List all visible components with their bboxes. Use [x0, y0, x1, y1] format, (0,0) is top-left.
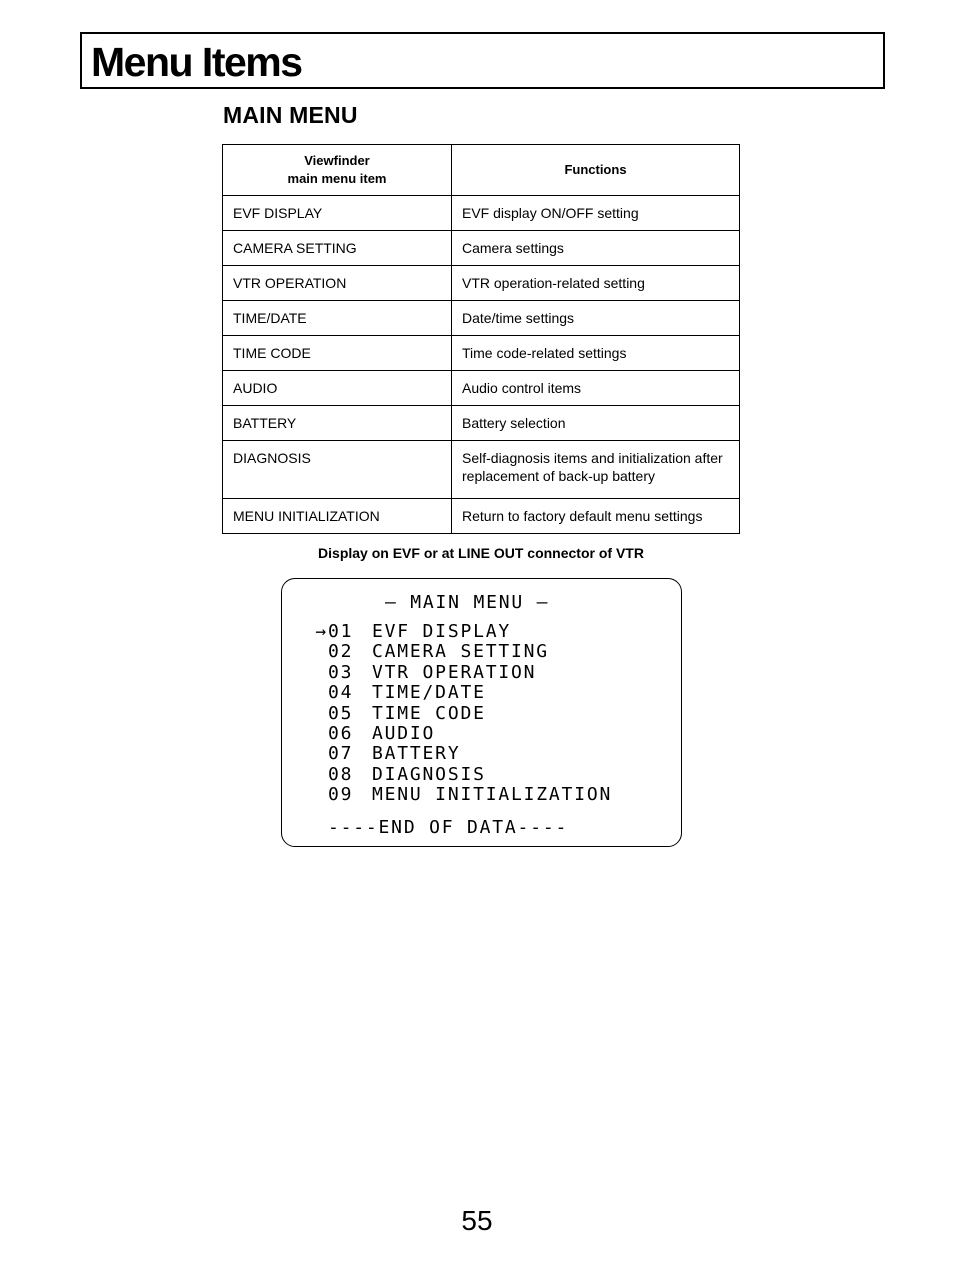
evf-item-number: 09 — [328, 784, 354, 806]
evf-menu-item — [312, 683, 612, 703]
table-cell-item: VTR OPERATION — [223, 266, 452, 301]
main-menu-table — [222, 144, 740, 534]
page-title: Menu Items — [91, 39, 302, 85]
evf-item-label: DIAGNOSIS — [372, 763, 486, 785]
table-row — [223, 196, 740, 231]
table-row — [223, 266, 740, 301]
table-cell-item: TIME CODE — [223, 336, 452, 371]
evf-caption: Display on EVF or at LINE OUT connector of VTR — [318, 545, 644, 561]
table-row — [223, 499, 740, 534]
table-cell-function: Audio control items — [452, 371, 740, 406]
evf-item-label: EVF DISPLAY — [372, 621, 512, 642]
evf-menu-item — [312, 765, 612, 785]
table-cell-function: Battery selection — [452, 406, 740, 441]
evf-item-number: 07 — [328, 743, 354, 765]
table-cell-item: MENU INITIALIZATION — [223, 499, 452, 534]
table-cell-function: Date/time settings — [452, 301, 740, 336]
page-title-box — [80, 32, 885, 89]
table-header-item: Viewfinder main menu item — [223, 145, 452, 196]
table-row — [223, 371, 740, 406]
table-cell-function: VTR operation-related setting — [452, 266, 740, 301]
evf-item-number: 05 — [328, 702, 354, 724]
evf-screen-display — [281, 578, 682, 847]
table-header-functions: Functions — [452, 145, 740, 196]
evf-menu-item — [312, 785, 612, 805]
evf-item-number: 04 — [328, 682, 354, 704]
evf-menu-item — [312, 704, 612, 724]
evf-item-label: TIME/DATE — [372, 682, 486, 704]
evf-item-label: VTR OPERATION — [372, 661, 537, 683]
evf-item-number: 01 — [328, 621, 354, 642]
table-row — [223, 406, 740, 441]
table-cell-function: Time code-related settings — [452, 336, 740, 371]
table-cell-item: DIAGNOSIS — [223, 441, 452, 499]
evf-item-number: 02 — [328, 641, 354, 663]
table-cell-function: Return to factory default menu settings — [452, 499, 740, 534]
table-cell-function: Camera settings — [452, 231, 740, 266]
table-cell-item: CAMERA SETTING — [223, 231, 452, 266]
page-number: 55 — [461, 1205, 493, 1236]
table-row — [223, 301, 740, 336]
cursor-arrow-icon: → — [315, 621, 328, 642]
evf-menu-item — [312, 642, 612, 662]
table-cell-item: AUDIO — [223, 371, 452, 406]
table-cell-item: TIME/DATE — [223, 301, 452, 336]
evf-menu-item — [312, 724, 612, 744]
evf-item-label: CAMERA SETTING — [372, 641, 549, 663]
evf-item-label: BATTERY — [372, 743, 461, 765]
evf-menu-item — [312, 744, 612, 764]
table-cell-function: EVF display ON/OFF setting — [452, 196, 740, 231]
evf-item-label: TIME CODE — [372, 702, 486, 724]
table-header-row — [223, 145, 740, 196]
evf-menu-list — [312, 622, 612, 806]
evf-header: – MAIN MENU – — [385, 592, 550, 613]
evf-item-number: 03 — [328, 661, 354, 683]
table-cell-function: Self-diagnosis items and initialization after replacement of back-up battery — [452, 441, 740, 499]
section-title: MAIN MENU — [223, 102, 358, 128]
evf-menu-item — [312, 663, 612, 683]
evf-item-label: MENU INITIALIZATION — [372, 784, 613, 806]
table-row — [223, 336, 740, 371]
table-cell-item: BATTERY — [223, 406, 452, 441]
evf-item-number: 06 — [328, 722, 354, 744]
evf-footer: ----END OF DATA---- — [328, 817, 569, 838]
evf-item-label: AUDIO — [372, 722, 436, 744]
table-cell-item: EVF DISPLAY — [223, 196, 452, 231]
evf-item-number: 08 — [328, 763, 354, 785]
table-row — [223, 441, 740, 499]
evf-menu-item — [312, 622, 612, 642]
table-row — [223, 231, 740, 266]
